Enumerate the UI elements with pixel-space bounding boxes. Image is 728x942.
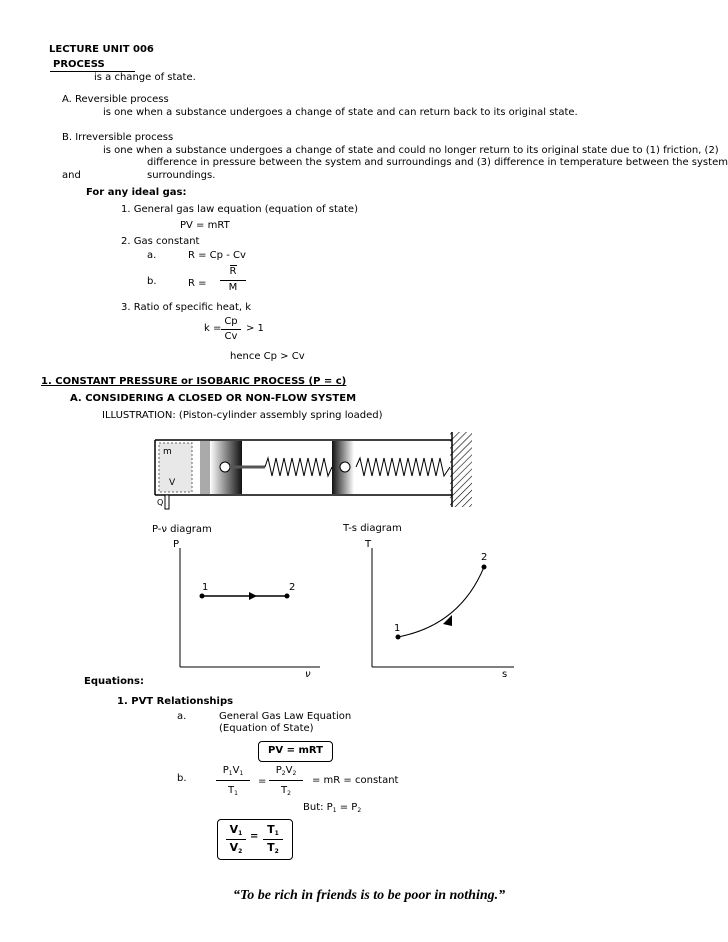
ts-diagram-title: T-s diagram xyxy=(343,523,402,534)
pv-y-label: P xyxy=(173,539,180,550)
section1-title: 1. CONSTANT PRESSURE or ISOBARIC PROCESS (P = c) xyxy=(41,376,347,387)
p2v2-over-t2 xyxy=(269,765,303,799)
ideal-gas-eq1: PV = mRT xyxy=(180,220,230,231)
hence-text: hence Cp > Cv xyxy=(230,351,305,362)
irreversible-line3: surroundings. xyxy=(147,170,216,181)
gas-constant-b-lhs: R = xyxy=(188,278,207,289)
fraction-denominator: $T_1$ xyxy=(228,785,238,797)
fraction-line xyxy=(263,839,283,840)
eq-b-rhs: = mR = constant xyxy=(312,775,399,786)
ts-process-curve xyxy=(398,567,484,637)
pvt-heading: 1. PVT Relationships xyxy=(117,696,234,707)
k-rhs: > 1 xyxy=(246,323,264,334)
irreversible-line1: is one when a substance undergoes a change of state and could no longer return to its original state due to (1) friction, (2) xyxy=(103,145,719,156)
ideal-gas-item1: 1. General gas law equation (equation of state) xyxy=(121,204,358,215)
t1-over-t2 xyxy=(263,824,283,856)
eq-b-label: b. xyxy=(177,773,187,784)
ts-y-label: T xyxy=(365,539,372,550)
fraction-numerator: Cp xyxy=(224,316,238,327)
heat-label: Q xyxy=(157,498,164,507)
process-heading: PROCESS xyxy=(53,59,105,70)
irreversible-title: B. Irreversible process xyxy=(62,132,174,143)
fraction-numerator: $P_2V_2$ xyxy=(275,765,297,777)
section1-subtitle: A. CONSIDERING A CLOSED OR NON-FLOW SYSTEM xyxy=(70,393,357,404)
gas-constant-a-label: a. xyxy=(147,250,157,261)
eq-a-text1: General Gas Law Equation xyxy=(219,711,352,722)
boxed-equation xyxy=(258,741,333,762)
fraction-numerator: $T_1$ xyxy=(267,823,279,837)
ideal-gas-item2: 2. Gas constant xyxy=(121,236,200,247)
irreversible-and: and xyxy=(62,170,81,181)
fraction-denominator: Cv xyxy=(224,331,238,342)
process-definition: is a change of state. xyxy=(94,72,196,83)
k-lhs: k = xyxy=(204,323,222,334)
eq-a-text2: (Equation of State) xyxy=(219,723,314,734)
final-equals: = xyxy=(250,831,259,842)
p1v1-over-t1 xyxy=(216,765,250,799)
ideal-gas-title: For any ideal gas: xyxy=(86,187,187,198)
but-condition: But: $P_1 = P_2$ xyxy=(303,802,362,814)
pv-point1-label: 1 xyxy=(202,582,209,593)
pv-point2-label: 2 xyxy=(289,582,296,593)
fraction-line xyxy=(216,780,250,781)
eq-a-label: a. xyxy=(177,711,187,722)
gas-constant-b-label: b. xyxy=(147,276,157,287)
volume-label: V xyxy=(169,478,176,488)
fraction-denominator: $T_2$ xyxy=(281,785,291,797)
fraction-numerator: $P_1V_1$ xyxy=(222,765,244,777)
fraction-denominator: $V_2$ xyxy=(229,841,243,855)
ts-point2 xyxy=(482,565,487,570)
illustration-caption: ILLUSTRATION: (Piston-cylinder assembly spring loaded) xyxy=(102,410,383,421)
pv-diagram-title: P-ν diagram xyxy=(152,524,212,535)
fraction-denominator: M xyxy=(228,282,238,293)
reversible-title: A. Reversible process xyxy=(62,94,169,105)
fraction-line xyxy=(269,780,303,781)
ts-x-label: s xyxy=(502,669,508,680)
final-relationship-box xyxy=(217,819,293,860)
boxed-equation-text: PV = mRT xyxy=(268,745,323,756)
irreversible-line2: difference in pressure between the system and surroundings and (3) difference in temperature between the system xyxy=(147,157,728,168)
ts-point1 xyxy=(396,635,401,640)
fraction-numerator: $V_1$ xyxy=(229,823,243,837)
ts-point2-label: 2 xyxy=(481,552,488,563)
ts-point1-label: 1 xyxy=(394,623,401,634)
gas-constant-a-eq: R = Cp - Cv xyxy=(188,250,246,261)
pv-x-label: ν xyxy=(305,669,311,680)
fraction-line xyxy=(226,839,246,840)
reversible-def: is one when a substance undergoes a change of state and can return back to its original state. xyxy=(103,107,578,118)
unit-title: LECTURE UNIT 006 xyxy=(49,44,154,55)
equals-sign: = xyxy=(258,776,267,787)
ts-arrow xyxy=(443,615,452,626)
v1-over-v2 xyxy=(226,824,246,856)
fraction-numerator: R xyxy=(229,266,237,277)
mass-label: m xyxy=(163,447,172,457)
equations-title: Equations: xyxy=(84,676,145,687)
footer-quote: “To be rich in friends is to be poor in nothing.” xyxy=(233,888,506,903)
ideal-gas-item3: 3. Ratio of specific heat, k xyxy=(121,302,252,313)
fraction-denominator: $T_2$ xyxy=(267,841,279,855)
